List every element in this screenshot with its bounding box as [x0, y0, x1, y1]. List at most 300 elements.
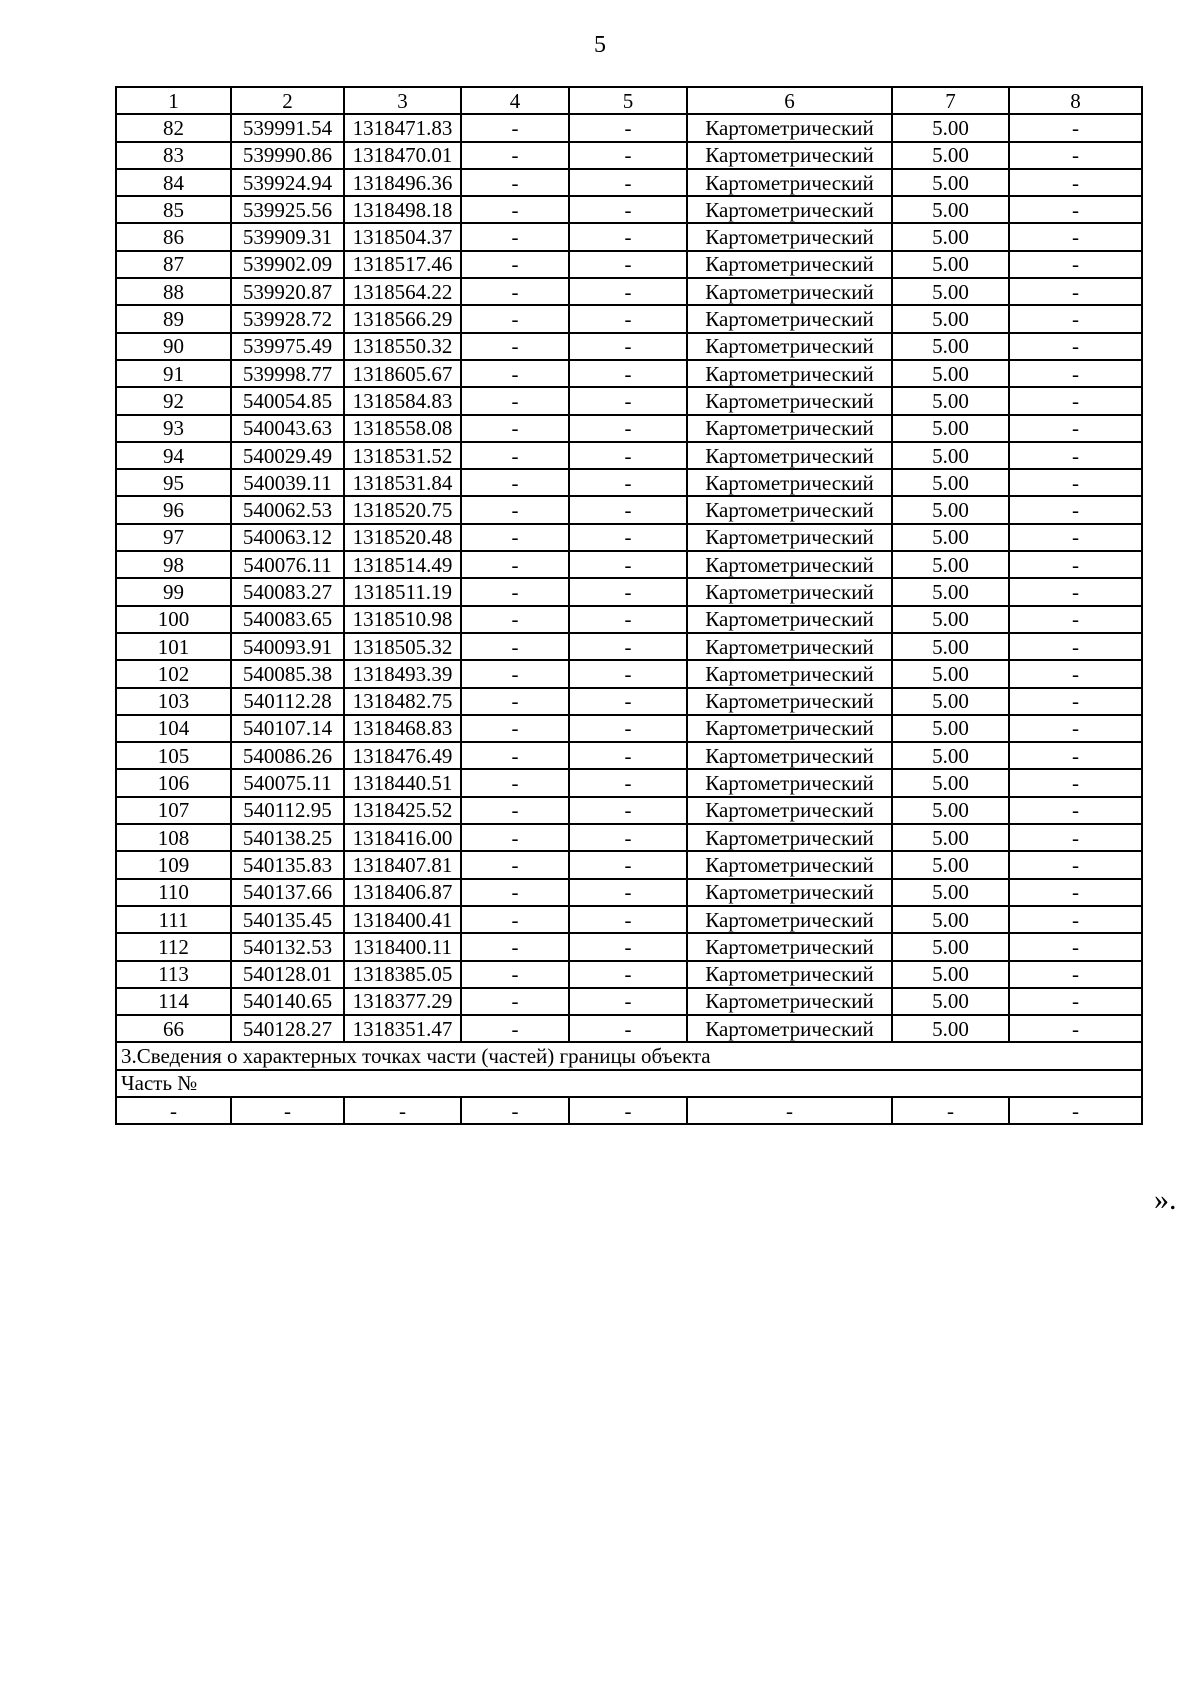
table-cell: 539991.54 [231, 114, 344, 141]
table-cell: - [461, 360, 569, 387]
table-cell: 108 [116, 824, 231, 851]
table-cell: - [461, 606, 569, 633]
table-cell: 1318558.08 [344, 415, 461, 442]
table-cell: - [569, 1015, 687, 1042]
table-cell: - [1009, 333, 1142, 360]
table-cell: 5.00 [892, 442, 1009, 469]
table-cell: 1318498.18 [344, 196, 461, 223]
table-cell: 1318400.11 [344, 933, 461, 960]
table-cell: 1318351.47 [344, 1015, 461, 1042]
table-cell: Картометрический [687, 660, 892, 687]
table-cell: 113 [116, 961, 231, 988]
table-cell: Картометрический [687, 578, 892, 605]
table-cell: - [569, 1097, 687, 1124]
table-cell: 1318406.87 [344, 879, 461, 906]
table-cell: Картометрический [687, 196, 892, 223]
table-row [116, 933, 1142, 960]
table-row [116, 496, 1142, 523]
table-cell: - [1009, 961, 1142, 988]
table-cell: Картометрический [687, 114, 892, 141]
table-cell: 5.00 [892, 415, 1009, 442]
table-cell: 5.00 [892, 988, 1009, 1015]
table-cell: - [344, 1097, 461, 1124]
table-cell: 1318520.48 [344, 524, 461, 551]
table-row [116, 660, 1142, 687]
table-cell: - [569, 660, 687, 687]
header-cell: 3 [344, 87, 461, 114]
table-cell: Картометрический [687, 1015, 892, 1042]
table-cell: - [1009, 196, 1142, 223]
header-cell: 1 [116, 87, 231, 114]
table-cell: 5.00 [892, 305, 1009, 332]
table-cell: 1318468.83 [344, 715, 461, 742]
table-cell: - [569, 742, 687, 769]
table-row [116, 551, 1142, 578]
table-cell: - [569, 933, 687, 960]
table-cell: 540135.83 [231, 851, 344, 878]
table-cell: - [569, 715, 687, 742]
table-cell: - [461, 496, 569, 523]
table-cell: - [461, 114, 569, 141]
table-cell: Картометрический [687, 769, 892, 796]
table-row [116, 742, 1142, 769]
table-cell: 5.00 [892, 551, 1009, 578]
table-cell: 540135.45 [231, 906, 344, 933]
table-cell: - [461, 879, 569, 906]
table-cell: - [569, 824, 687, 851]
table-cell: 99 [116, 578, 231, 605]
table-cell: Картометрический [687, 469, 892, 496]
table-cell: - [1009, 769, 1142, 796]
table-cell: - [569, 305, 687, 332]
table-row [116, 851, 1142, 878]
table-cell: 5.00 [892, 114, 1009, 141]
table-cell: 110 [116, 879, 231, 906]
table-cell: - [569, 415, 687, 442]
table-cell: 5.00 [892, 660, 1009, 687]
table-cell: - [1009, 360, 1142, 387]
table-cell: - [1009, 142, 1142, 169]
table-cell: 540063.12 [231, 524, 344, 551]
table-cell: Картометрический [687, 551, 892, 578]
header-cell: 4 [461, 87, 569, 114]
table-cell: 5.00 [892, 961, 1009, 988]
part-label: Часть № [116, 1070, 1142, 1097]
table-cell: - [461, 1015, 569, 1042]
table-cell: 540086.26 [231, 742, 344, 769]
table-row [116, 879, 1142, 906]
table-cell: - [1009, 169, 1142, 196]
table-cell: 540132.53 [231, 933, 344, 960]
table-cell: 540107.14 [231, 715, 344, 742]
table-cell: - [1009, 251, 1142, 278]
table-cell: Картометрический [687, 251, 892, 278]
empty-row [116, 1097, 1142, 1124]
table-cell: 1318482.75 [344, 688, 461, 715]
table-cell: 1318510.98 [344, 606, 461, 633]
table-cell: 97 [116, 524, 231, 551]
table-cell: - [569, 196, 687, 223]
table-cell: 539920.87 [231, 278, 344, 305]
table-cell: 5.00 [892, 742, 1009, 769]
table-row [116, 524, 1142, 551]
table-cell: 540112.28 [231, 688, 344, 715]
table-cell: 1318531.84 [344, 469, 461, 496]
table-cell: 539998.77 [231, 360, 344, 387]
table-row [116, 1015, 1142, 1042]
table-cell: 1318416.00 [344, 824, 461, 851]
table-cell: 540128.01 [231, 961, 344, 988]
table-cell: 539990.86 [231, 142, 344, 169]
table-cell: 104 [116, 715, 231, 742]
table-cell: 540128.27 [231, 1015, 344, 1042]
table-cell: - [1009, 524, 1142, 551]
table-cell: 5.00 [892, 578, 1009, 605]
table-row [116, 988, 1142, 1015]
table-cell: 1318385.05 [344, 961, 461, 988]
table-cell: - [569, 879, 687, 906]
table-cell: 1318504.37 [344, 223, 461, 250]
table-cell: - [461, 524, 569, 551]
header-cell: 6 [687, 87, 892, 114]
table-cell: - [569, 769, 687, 796]
table-cell: 82 [116, 114, 231, 141]
table-cell: - [1009, 551, 1142, 578]
table-cell: - [1009, 114, 1142, 141]
table-cell: 540085.38 [231, 660, 344, 687]
table-cell: Картометрический [687, 360, 892, 387]
table-cell: Картометрический [687, 142, 892, 169]
table-cell: Картометрический [687, 606, 892, 633]
table-cell: - [461, 251, 569, 278]
table-row [116, 223, 1142, 250]
table-cell: Картометрический [687, 988, 892, 1015]
table-row [116, 415, 1142, 442]
table-cell: - [461, 387, 569, 414]
table-cell: 1318511.19 [344, 578, 461, 605]
table-cell: 5.00 [892, 906, 1009, 933]
table-cell: 1318440.51 [344, 769, 461, 796]
table-row [116, 387, 1142, 414]
table-row [116, 715, 1142, 742]
table-cell: - [1009, 223, 1142, 250]
table-cell: - [1009, 469, 1142, 496]
table-row [116, 824, 1142, 851]
table-row [116, 305, 1142, 332]
table-cell: - [569, 387, 687, 414]
table-row [116, 578, 1142, 605]
table-cell: 5.00 [892, 169, 1009, 196]
table-cell: - [461, 851, 569, 878]
table-cell: - [1009, 933, 1142, 960]
table-cell: - [1009, 278, 1142, 305]
table-cell: 540062.53 [231, 496, 344, 523]
table-cell: - [892, 1097, 1009, 1124]
section-title-row [116, 1042, 1142, 1069]
table-cell: - [461, 442, 569, 469]
table-cell: - [569, 442, 687, 469]
page-number: 5 [594, 32, 606, 58]
table-cell: - [1009, 578, 1142, 605]
table-row [116, 196, 1142, 223]
header-cell: 5 [569, 87, 687, 114]
table-cell: 5.00 [892, 223, 1009, 250]
table-row [116, 442, 1142, 469]
table-cell: Картометрический [687, 742, 892, 769]
table-cell: - [1009, 988, 1142, 1015]
table-cell: - [1009, 660, 1142, 687]
table-cell: 83 [116, 142, 231, 169]
table-row [116, 169, 1142, 196]
table-cell: 5.00 [892, 333, 1009, 360]
table-cell: 114 [116, 988, 231, 1015]
table-cell: 540138.25 [231, 824, 344, 851]
table-body [116, 87, 1142, 1124]
table-cell: 5.00 [892, 496, 1009, 523]
table-cell: 89 [116, 305, 231, 332]
table-cell: - [569, 524, 687, 551]
table-cell: - [1009, 305, 1142, 332]
table-cell: 5.00 [892, 469, 1009, 496]
table-cell: 87 [116, 251, 231, 278]
table-cell: - [461, 688, 569, 715]
header-cell: 8 [1009, 87, 1142, 114]
table-cell: Картометрический [687, 278, 892, 305]
table-row [116, 469, 1142, 496]
table-cell: - [1009, 906, 1142, 933]
table-row [116, 114, 1142, 141]
table-cell: 539925.56 [231, 196, 344, 223]
coordinates-table [115, 86, 1143, 1125]
table-cell: 540075.11 [231, 769, 344, 796]
table-cell: - [1009, 879, 1142, 906]
table-cell: 540093.91 [231, 633, 344, 660]
table-cell: Картометрический [687, 442, 892, 469]
table-cell: 86 [116, 223, 231, 250]
table-cell: - [569, 551, 687, 578]
table-cell: 5.00 [892, 797, 1009, 824]
header-cell: 7 [892, 87, 1009, 114]
table-cell: 5.00 [892, 1015, 1009, 1042]
table-cell: 5.00 [892, 142, 1009, 169]
table-cell: - [1009, 742, 1142, 769]
table-cell: - [1009, 715, 1142, 742]
table-cell: 1318400.41 [344, 906, 461, 933]
table-row [116, 961, 1142, 988]
table-cell: 5.00 [892, 769, 1009, 796]
table-cell: 109 [116, 851, 231, 878]
table-cell: - [1009, 1015, 1142, 1042]
table-cell: - [569, 142, 687, 169]
table-cell: 112 [116, 933, 231, 960]
table-cell: 540076.11 [231, 551, 344, 578]
table-cell: - [1009, 797, 1142, 824]
table-cell: 5.00 [892, 688, 1009, 715]
table-cell: 540083.27 [231, 578, 344, 605]
table-cell: 100 [116, 606, 231, 633]
table-cell: 5.00 [892, 879, 1009, 906]
table-cell: 93 [116, 415, 231, 442]
table-cell: 106 [116, 769, 231, 796]
table-cell: 1318517.46 [344, 251, 461, 278]
table-row [116, 633, 1142, 660]
table-row [116, 769, 1142, 796]
table-cell: - [569, 278, 687, 305]
table-cell: 539975.49 [231, 333, 344, 360]
table-cell: - [569, 169, 687, 196]
table-cell: Картометрический [687, 906, 892, 933]
table-row [116, 906, 1142, 933]
table-cell: 5.00 [892, 851, 1009, 878]
part-label-row [116, 1070, 1142, 1097]
table-cell: Картометрический [687, 496, 892, 523]
table-cell: 1318584.83 [344, 387, 461, 414]
table-cell: 540029.49 [231, 442, 344, 469]
table-cell: - [461, 223, 569, 250]
table-cell: 111 [116, 906, 231, 933]
table-cell: 105 [116, 742, 231, 769]
table-row [116, 688, 1142, 715]
table-cell: 92 [116, 387, 231, 414]
table-cell: Картометрический [687, 169, 892, 196]
table-cell: - [1009, 496, 1142, 523]
table-cell: - [461, 142, 569, 169]
table-cell: - [569, 633, 687, 660]
table-cell: 1318377.29 [344, 988, 461, 1015]
table-cell: - [461, 660, 569, 687]
table-cell: - [461, 1097, 569, 1124]
table-cell: 540083.65 [231, 606, 344, 633]
table-cell: - [461, 824, 569, 851]
table-cell: - [1009, 851, 1142, 878]
table-cell: - [569, 961, 687, 988]
table-cell: - [569, 496, 687, 523]
table-cell: 1318564.22 [344, 278, 461, 305]
table-cell: - [461, 333, 569, 360]
table-cell: 1318425.52 [344, 797, 461, 824]
table-cell: 85 [116, 196, 231, 223]
table-cell: - [461, 988, 569, 1015]
table-cell: 5.00 [892, 824, 1009, 851]
table-cell: - [231, 1097, 344, 1124]
table-cell: - [1009, 688, 1142, 715]
table-cell: - [461, 742, 569, 769]
table-cell: 1318505.32 [344, 633, 461, 660]
table-cell: Картометрический [687, 333, 892, 360]
table-row [116, 360, 1142, 387]
table-cell: - [687, 1097, 892, 1124]
table-cell: 1318531.52 [344, 442, 461, 469]
table-cell: - [569, 606, 687, 633]
table-cell: 539902.09 [231, 251, 344, 278]
table-cell: 1318496.36 [344, 169, 461, 196]
table-cell: 98 [116, 551, 231, 578]
table-cell: 540137.66 [231, 879, 344, 906]
table-cell: - [461, 797, 569, 824]
table-cell: - [461, 633, 569, 660]
table-cell: - [461, 469, 569, 496]
table-cell: - [461, 305, 569, 332]
table-cell: - [461, 961, 569, 988]
table-cell: - [116, 1097, 231, 1124]
table-cell: Картометрический [687, 824, 892, 851]
table-cell: - [461, 415, 569, 442]
table-row [116, 333, 1142, 360]
table-cell: - [569, 223, 687, 250]
table-row [116, 797, 1142, 824]
table-cell: 88 [116, 278, 231, 305]
table-cell: 66 [116, 1015, 231, 1042]
table-cell: 1318407.81 [344, 851, 461, 878]
table-cell: Картометрический [687, 933, 892, 960]
table-cell: - [569, 333, 687, 360]
table-cell: 5.00 [892, 524, 1009, 551]
table-cell: 90 [116, 333, 231, 360]
table-cell: - [569, 988, 687, 1015]
table-cell: 1318471.83 [344, 114, 461, 141]
table-row [116, 142, 1142, 169]
table-cell: - [461, 578, 569, 605]
table-cell: - [1009, 633, 1142, 660]
table-cell: Картометрический [687, 851, 892, 878]
table-cell: - [569, 251, 687, 278]
table-cell: 5.00 [892, 360, 1009, 387]
table-cell: - [1009, 415, 1142, 442]
table-cell: 91 [116, 360, 231, 387]
table-cell: Картометрический [687, 633, 892, 660]
table-cell: 1318605.67 [344, 360, 461, 387]
table-cell: - [569, 469, 687, 496]
table-cell: - [461, 551, 569, 578]
table-cell: - [1009, 824, 1142, 851]
table-cell: Картометрический [687, 961, 892, 988]
table-cell: - [461, 769, 569, 796]
table-row [116, 278, 1142, 305]
table-cell: 5.00 [892, 933, 1009, 960]
table-cell: - [569, 797, 687, 824]
table-cell: - [461, 933, 569, 960]
table-cell: 1318550.32 [344, 333, 461, 360]
table-cell: - [461, 278, 569, 305]
table-cell: 5.00 [892, 196, 1009, 223]
table-cell: 539924.94 [231, 169, 344, 196]
section-title: 3.Сведения о характерных точках части (частей) границы объекта [116, 1042, 1142, 1069]
table-cell: 103 [116, 688, 231, 715]
closing-quote: ». [1154, 1183, 1177, 1216]
table-cell: Картометрический [687, 415, 892, 442]
table-cell: 96 [116, 496, 231, 523]
table-cell: Картометрический [687, 305, 892, 332]
table-cell: 102 [116, 660, 231, 687]
header-cell: 2 [231, 87, 344, 114]
table-cell: - [569, 360, 687, 387]
table-cell: - [461, 906, 569, 933]
table-cell: - [1009, 1097, 1142, 1124]
table-cell: Картометрический [687, 223, 892, 250]
table-row [116, 251, 1142, 278]
table-cell: 540140.65 [231, 988, 344, 1015]
table-cell: 540112.95 [231, 797, 344, 824]
table-cell: 1318476.49 [344, 742, 461, 769]
table-cell: 1318470.01 [344, 142, 461, 169]
table-cell: Картометрический [687, 688, 892, 715]
table-cell: Картометрический [687, 524, 892, 551]
table-cell: 5.00 [892, 606, 1009, 633]
table-cell: 5.00 [892, 251, 1009, 278]
table-cell: - [461, 169, 569, 196]
table-cell: 5.00 [892, 278, 1009, 305]
table-cell: 84 [116, 169, 231, 196]
